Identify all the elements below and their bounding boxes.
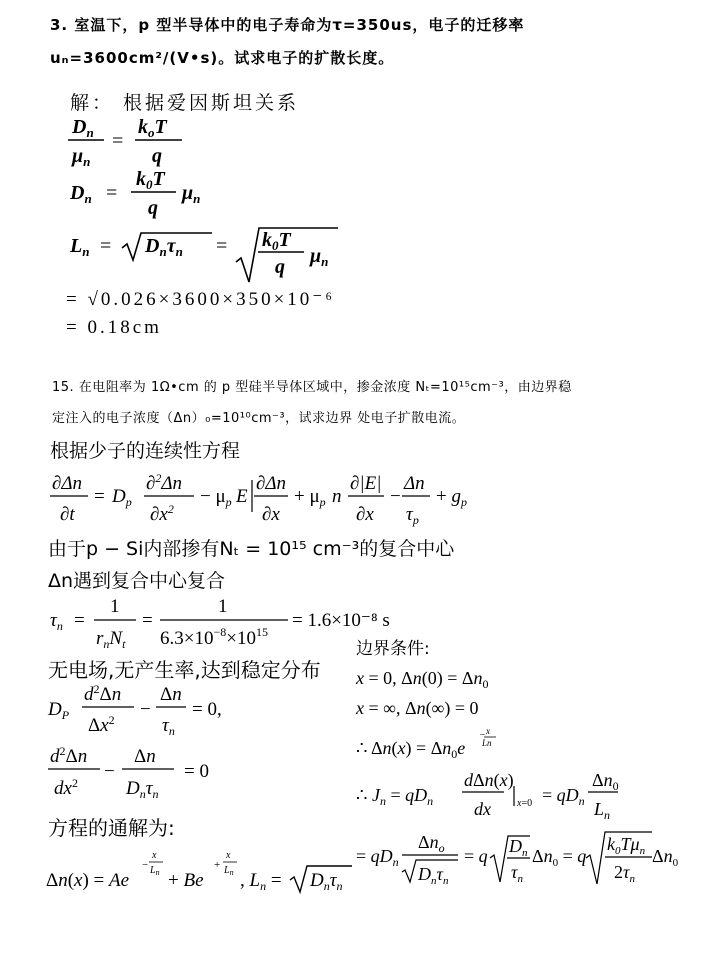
problem-15-line-1: 15. 在电阻率为 1Ω•cm 的 p 型硅半导体区域中，掺金浓度 Nₜ=10¹⁵cm⁻³，由边界稳	[52, 380, 572, 395]
boundary-heading: 边界条件:	[356, 639, 430, 659]
svg-text:− μp: − $\mu_p$	[200, 486, 232, 509]
svg-text:dx: dx	[474, 799, 491, 819]
svg-text:DP: $D_P$	[48, 699, 70, 722]
svg-text:= q: = q	[464, 846, 488, 866]
svg-text:Ln: $L_n$	[70, 235, 90, 259]
svg-text:E: E	[236, 486, 248, 507]
svg-text:Δx2: $\Delta x^2$	[88, 713, 115, 736]
svg-text:+: +	[214, 859, 221, 871]
svg-text:Ln: $L_n$	[594, 799, 611, 822]
diffusion-length-formula	[69, 228, 338, 282]
steady-state-equation-2	[48, 744, 209, 801]
svg-text:∂2Δn: ∂$^2$Δn	[146, 471, 183, 494]
svg-text:x: x	[486, 726, 490, 736]
svg-text:Ln: $L_n$	[224, 865, 234, 877]
svg-text:τn: $\tau_n$	[511, 862, 523, 885]
svg-text:Ln: $L_n$	[150, 865, 160, 877]
svg-text:+ μp: + $\mu_p$	[294, 486, 326, 509]
svg-text:=: =	[100, 235, 112, 257]
continuity-equation	[50, 471, 467, 527]
svg-text:dx2: $dx^2$	[54, 776, 78, 799]
recombination-sentence: Δn遇到复合中心复合	[48, 570, 226, 592]
svg-text:=: =	[216, 235, 228, 257]
svg-text:= 0,: = 0,	[192, 699, 222, 720]
svg-text:Δn(x) = Ae: Δn(x) = Ae	[46, 870, 130, 891]
svg-text:= qDn: = $qD_n$	[542, 785, 585, 808]
svg-text:Δn0: $\Delta n_0$	[652, 846, 679, 869]
problem-3-line-2: uₙ=3600cm²/(V•s)。试求电子的扩散长度。	[50, 49, 395, 67]
svg-text:k0T: $k_0T$	[262, 229, 291, 253]
svg-text:k0T: $k_0T$	[136, 168, 165, 192]
svg-text:k0Tμn: $k_0T\mu_n$	[607, 834, 646, 857]
svg-text:−: −	[142, 859, 149, 871]
svg-text:=: =	[142, 610, 153, 631]
svg-text:6.3×10−8×1015: $6.3\times 10^{-8}\times 10^{15}$	[160, 625, 268, 649]
svg-text:τn: $\tau_n$	[162, 715, 175, 738]
svg-text:−: −	[479, 730, 486, 741]
svg-text:−: −	[104, 761, 115, 782]
svg-text:koT: $k_oT$	[138, 116, 167, 140]
diffusion-length-numeric	[66, 289, 335, 338]
steady-state-sentence: 无电场,无产生率,达到稳定分布	[48, 658, 321, 682]
svg-text:∂x: ∂x	[356, 504, 374, 525]
svg-text:x: x	[152, 850, 157, 861]
svg-text:Δn0: $\Delta n_0$	[592, 770, 619, 793]
general-solution	[46, 850, 352, 893]
svg-text:1: 1	[218, 596, 228, 617]
svg-text:= 0: = 0	[184, 761, 209, 782]
svg-text:∂x: ∂x	[262, 504, 280, 525]
steady-state-equation-1	[47, 682, 222, 738]
svg-text:μn: $\mu_n$	[72, 145, 91, 169]
svg-text:τp: $\tau_p$	[406, 504, 419, 527]
svg-text:μn: $\mu_n$	[182, 182, 201, 206]
svg-text:Dnτn: $D_n\tau_n$	[310, 870, 343, 893]
svg-text:∴ Δn(x) = Δn0e: ∴ $\Delta n(x) = \Delta n_0e$	[356, 738, 466, 761]
svg-text:, Ln =: , $L_n$ =	[240, 870, 282, 893]
svg-text:x=0: x=0	[517, 798, 533, 809]
svg-text:Dnτn: $D_n\tau_n$	[418, 864, 449, 887]
general-solution-heading: 方程的通解为:	[48, 816, 175, 840]
svg-text:d2Δn: $d^2\Delta n$	[50, 744, 88, 767]
svg-text:∴ Jn = qDn: ∴ $J_n = qD_n$	[356, 785, 434, 808]
svg-text:Dnτn: $D_n\tau_n$	[145, 235, 183, 259]
svg-text:∂Δn: ∂Δn	[256, 473, 287, 494]
current-final-expression	[356, 832, 679, 887]
svg-text:1: 1	[110, 596, 120, 617]
continuity-heading: 根据少子的连续性方程	[50, 440, 241, 462]
svg-text:=: =	[74, 610, 85, 631]
svg-text:∂|E|: ∂|E|	[350, 473, 382, 494]
solution-3-intro: 解： 根据爱因斯坦关系	[70, 92, 300, 114]
current-density-formula	[356, 770, 619, 822]
svg-text:Δn0 = q: $\Delta n_0 = q$	[532, 846, 587, 869]
svg-text:∂Δn: ∂Δn	[52, 473, 83, 494]
svg-text:∂t: ∂t	[60, 504, 75, 525]
lifetime-formula	[50, 596, 390, 651]
svg-text:x = 0, Δn(0) = Δn0: x = 0, $\Delta n(0) = \Delta n_0$	[356, 668, 489, 691]
svg-text:Ln: Ln	[482, 738, 492, 748]
svg-text:= qDn: = $qD_n$	[356, 846, 399, 869]
svg-text:−: −	[140, 699, 151, 720]
svg-text:Dn: $D_n$	[70, 182, 92, 206]
svg-text:=: =	[94, 486, 105, 507]
einstein-relation	[68, 116, 182, 169]
svg-text:rnNt: $r_nN_t$	[96, 628, 126, 651]
lifetime-value: = 1.6×10⁻⁸ s	[292, 610, 390, 631]
svg-text:n: n	[332, 486, 342, 507]
svg-text:=: =	[106, 182, 118, 204]
svg-text:μn: $\mu_n$	[310, 245, 329, 269]
svg-text:∂x2: $\partial x^2$	[150, 502, 174, 525]
svg-text:Δn: Δn	[160, 684, 182, 705]
gold-center-sentence: 由于p − Si内部掺有Nₜ = 10¹⁵ cm⁻³的复合中心	[48, 538, 455, 560]
svg-text:τn: $\tau_n$	[50, 610, 63, 633]
numeric-result: = 0.18cm	[66, 317, 162, 338]
problem-15-line-2: 定注入的电子浓度（Δn）₀=10¹⁰cm⁻³，试求边界 处电子扩散电流。	[52, 411, 466, 426]
svg-text:=: =	[112, 130, 124, 152]
svg-text:Δn: Δn	[404, 473, 425, 494]
svg-text:x: x	[226, 850, 231, 861]
svg-text:q: q	[152, 145, 162, 167]
numeric-expression: = √0.026×3600×350×10⁻⁶	[66, 289, 335, 310]
svg-text:d2Δn: $d^2\Delta n$	[84, 682, 122, 705]
svg-text:Dp: $D_p$	[112, 486, 132, 509]
boundary-conditions	[355, 668, 496, 761]
problem-3-line-1: 3. 室温下，p 型半导体中的电子寿命为τ=350us，电子的迁移率	[50, 16, 525, 34]
svg-text:Dn: $D_n$	[72, 116, 94, 140]
svg-text:+ Be: + Be	[168, 870, 204, 891]
svg-text:Dn: $D_n$	[509, 836, 528, 859]
svg-text:x = ∞, Δn(∞) = 0: x = ∞, Δn(∞) = 0	[356, 698, 479, 718]
svg-text:Δn: Δn	[134, 746, 156, 767]
diffusion-coefficient-formula	[69, 168, 200, 219]
svg-text:Δno: $\Delta n_o$	[418, 832, 445, 855]
svg-text:Dnτn: $D_n\tau_n$	[126, 778, 159, 801]
svg-text:q: q	[148, 197, 158, 219]
svg-text:dΔn(x): dΔn(x)	[464, 770, 514, 790]
svg-text:q: q	[275, 256, 285, 278]
svg-text:+ gp: + $g_p$	[436, 486, 467, 509]
svg-text:2τn: $2\tau_n$	[614, 862, 635, 885]
svg-text:−: −	[390, 486, 401, 507]
